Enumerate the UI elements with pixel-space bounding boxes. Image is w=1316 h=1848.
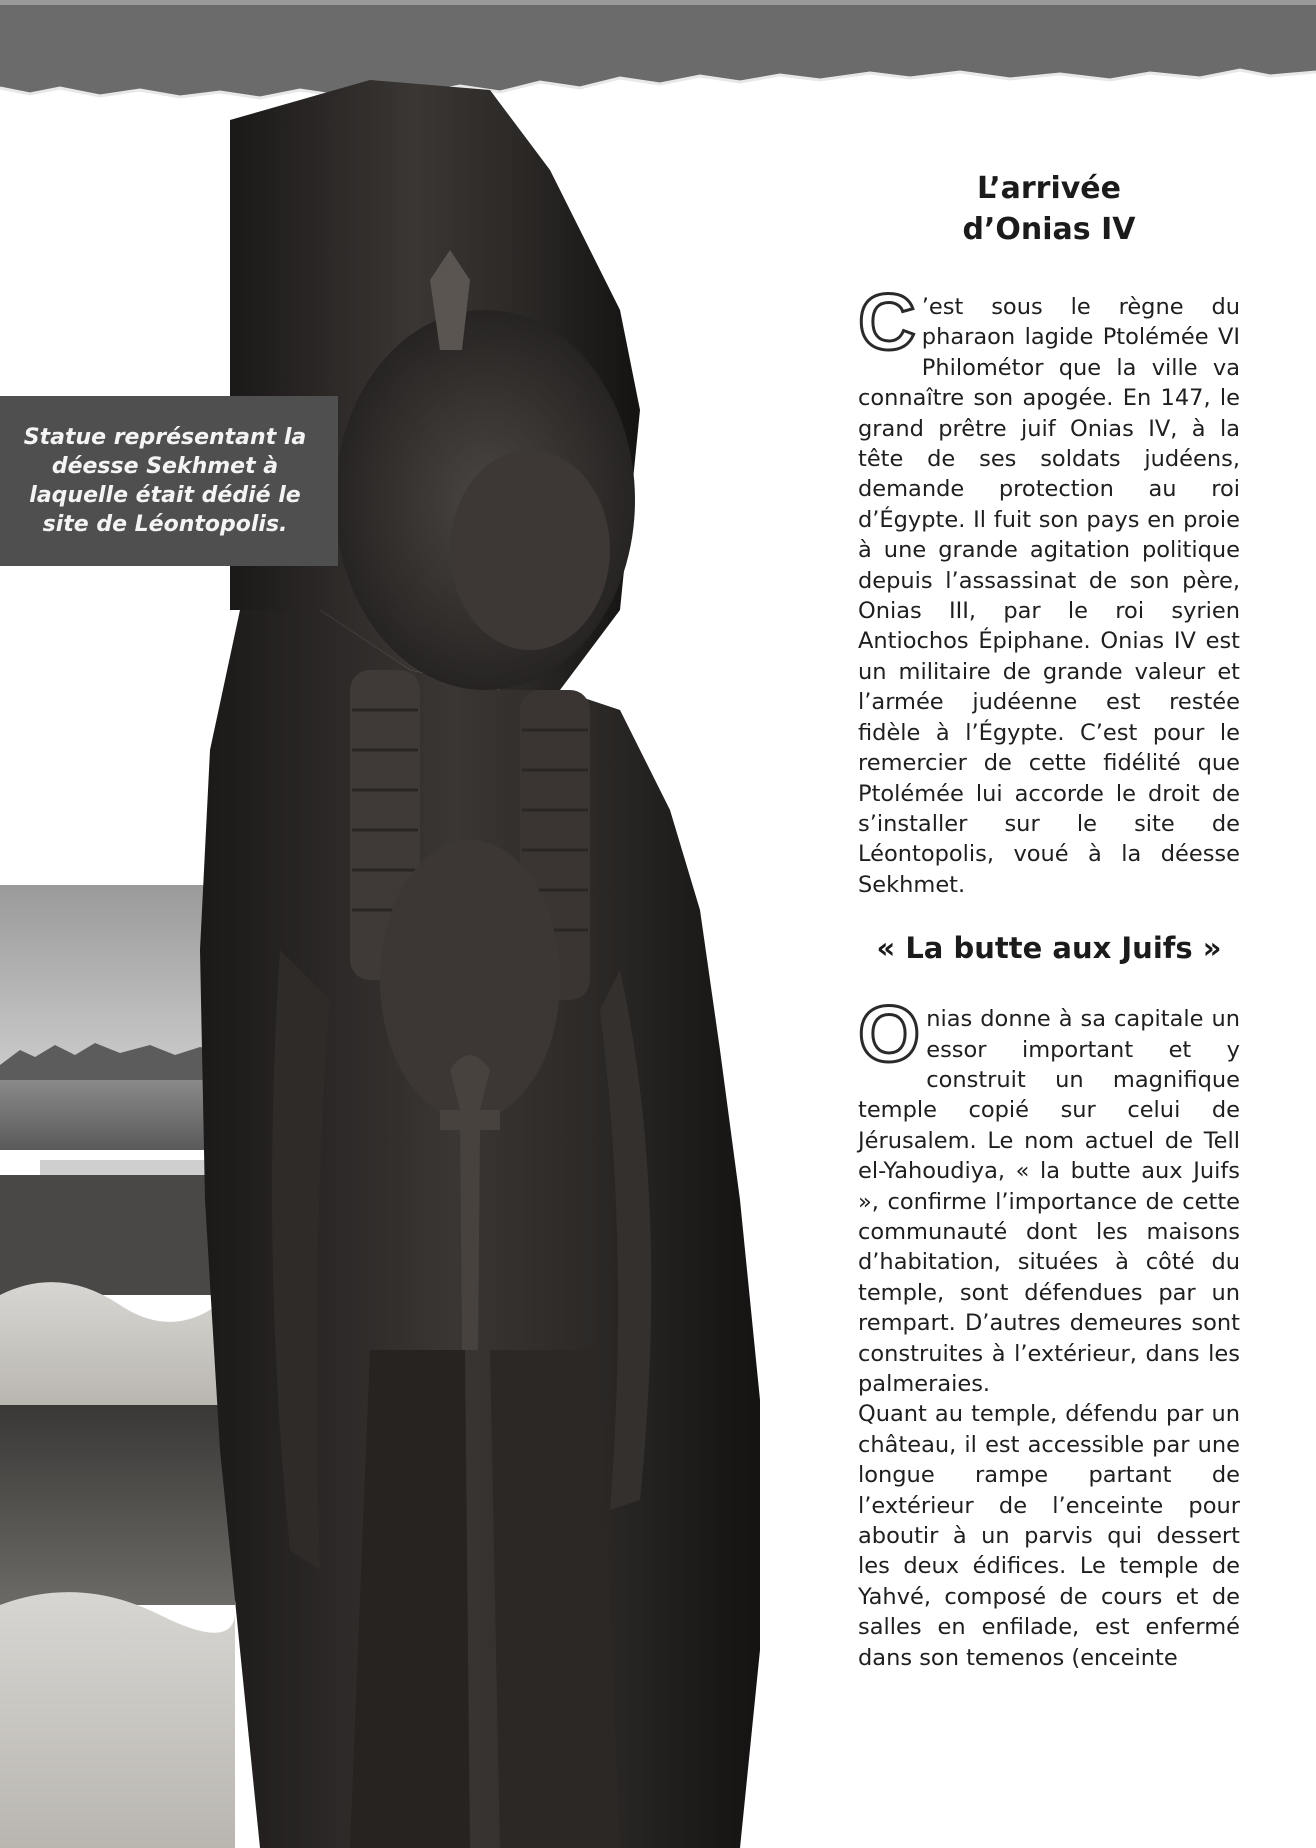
section-title-onias [858, 168, 1240, 250]
paragraph-butte-1-text: nias donne à sa capitale un essor important et y construit un magnifique temple copié sur celui de Jérusalem. Le nom actuel de Tell el-Yahoudiya, « la butte aux Juifs », confirme l’importance de cette communauté dont les maisons d’habitation, situées à côté du temple, sont défendues par un rempart. D’autres demeures sont construites à l’extérieur, dans les palmeraies. [858, 1006, 1240, 1397]
sekhmet-statue-photo [200, 50, 800, 1848]
section-title-line1: L’arrivée [977, 171, 1121, 206]
paragraph-onias [858, 277, 1240, 900]
paragraph-onias-text: ’est sous le règne du pharaon lagide Ptolémée VI Philométor que la ville va connaître son apogée. En 147, le grand prêtre juif Onias IV, à la tête de ses soldats judéens, demande protection au roi d’Égypte. Il fuit son pays en proie à une grande agitation politique depuis l’assassinat de son père, Onias III, par le roi syrien Antiochos Épiphane. Onias IV est un militaire de grande valeur et l’armée judéenne est restée fidèle à l’Égypte. C’est pour le remercier de cette fidélité que Ptolémée lui accorde le droit de s’installer sur le site de Léontopolis, voué à la déesse Sekhmet. [858, 294, 1240, 898]
dropcap-c: C [858, 277, 916, 366]
photo-caption [0, 396, 338, 566]
section-title-butte: « La butte aux Juifs » [876, 931, 1222, 966]
caption-text: Statue représentant la déesse Sekhmet à laquelle était dédié le site de Léontopolis. [23, 425, 307, 537]
dropcap-o: O [858, 989, 921, 1079]
section-title-line2: d’Onias IV [962, 212, 1136, 247]
article-column [858, 168, 1240, 1673]
paragraph-butte-2: Quant au temple, défendu par un château, il est accessible par une longue rampe partant de l’extérieur de l’enceinte pour aboutir à un parvis qui dessert les deux édifices. Le temple de Yahvé, composé de cours et de salles en enfilade, est enfermé dans son temenos (enceinte [858, 1401, 1240, 1671]
paragraph-butte-1 [858, 989, 1240, 1399]
